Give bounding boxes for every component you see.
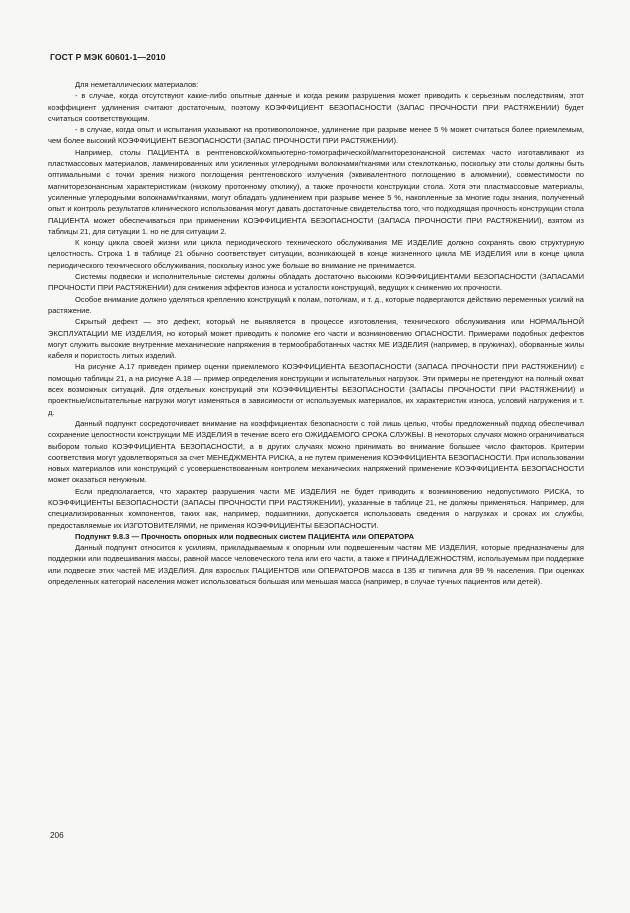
paragraph: Скрытый дефект — это дефект, который не выявляется в процессе изготовления, технического обслуживания или НОРМАЛЬНОЙ ЭКСПЛУАТАЦИИ МЕ ИЗДЕЛИЯ, но который может приводить к поломке его части и возникновению ОПАСНОСТИ. Примерами подобных дефектов могут служить высокие внутренние механические напряжения в термообработанных частях МЕ ИЗДЕЛИЯ (например, в пружинах), оборванные жилы кабеля и пористость литых изделий.	[48, 317, 584, 361]
paragraph: К концу цикла своей жизни или цикла периодического технического обслуживания МЕ ИЗДЕЛИЕ должно сохранять свою структурную целостность. Строка 1 в таблице 21 обычно соответствует ситуации, возникающей в конце жизненного цикла МЕ ИЗДЕЛИЯ или в конце цикла периодического технического обслуживания, поскольку износ уже больше во внимание не принимается.	[48, 238, 584, 270]
paragraph: Например, столы ПАЦИЕНТА в рентгеновской/компьютерно-томографической/магниторезонансной системах часто изготавливают из пластмассовых материалов, ламинированных или усиленных углеродными волокнами/тканями или стеклотканью, поскольку эти столы должны быть оптимальными с точки зрения низкого поглощения рентгеновского излучения (эквивалентного поглощению в алюминии), совместимости по магниторезонансным характеристикам (низкому протонному отклику), а также прочности конструкции стола. Хотя эти пластмассовые материалы, усиленные углеродными волокнами/тканями, могут обладать удлинением при разрыве менее 5 %, накопленные за многие годы знания, полученный опыт и контроль результатов клинического использования могут давать достаточные свидетельства того, что подходящая прочность конструкции стола ПАЦИЕНТА может обеспечиваться при применении КОЭФФИЦИЕНТА БЕЗОПАСНОСТИ (ЗАПАСА ПРОЧНОСТИ ПРИ РАСТЯЖЕНИИ), взятом из таблицы 21, для ситуации 1. но не для ситуации 2.	[48, 147, 584, 236]
paragraph: Данный подпункт сосредоточивает внимание на коэффициентах безопасности с той лишь целью, чтобы предложенный подход обеспечивал сохранение целостности конструкции МЕ ИЗДЕЛИЯ в течение всего его ОЖИДАЕМОГО СРОКА СЛУЖБЫ. В некоторых случаях можно ограничиваться выбором только КОЭФФИЦИЕНТА БЕЗОПАСНОСТИ, а в других случаях можно принимать во внимание большее число факторов. Критерии соответствия могут удовлетворяться за счет МЕНЕДЖМЕНТА РИСКА, а не путем применения КОЭФФИЦИЕНТА БЕЗОПАСНОСТИ. При использовании новых материалов или конструкций с усовершенствованным контролем механических напряжений применение КОЭФФИЦИЕНТА БЕЗОПАСНОСТИ может оказаться ненужным.	[48, 418, 584, 485]
paragraph: Особое внимание должно уделяться креплению конструкций к полам, потолкам, и т. д., которые подвергаются действию переменных усилий на растяжение.	[48, 294, 584, 315]
subclause-heading: Подпункт 9.8.3 — Прочность опорных или подвесных систем ПАЦИЕНТА или ОПЕРАТОРА	[75, 531, 415, 541]
paragraph: - в случае, когда опыт и испытания указывают на противоположное, удлинение при разрыве менее 5 % может считаться более приемлемым, чем более высокий КОЭФФИЦИЕНТ БЕЗОПАСНОСТИ (ЗАПАС ПРОЧНОСТИ ПРИ РАСТЯЖЕНИИ).	[48, 125, 584, 146]
paragraph: Если предполагается, что характер разрушения части МЕ ИЗДЕЛИЯ не будет приводить к возникновению недопустимого РИСКА, то КОЭФФИЦИЕНТЫ БЕЗОПАСНОСТИ (ЗАПАСЫ ПРОЧНОСТИ ПРИ РАСТЯЖЕНИИ), указанные в таблице 21, не должны применяться. Например, для специализированных компонентов, таких как, например, подшипники, допускается использовать сведения о нагрузках и сроках их службы, предоставляемые их ИЗГОТОВИТЕЛЯМИ, не применяя КОЭФФИЦИЕНТЫ БЕЗОПАСНОСТИ.	[48, 486, 584, 530]
paragraph: Системы подвески и исполнительные системы должны обладать достаточно высокими КОЭФФИЦИЕНТАМИ БЕЗОПАСНОСТИ (ЗАПАСАМИ ПРОЧНОСТИ ПРИ РАСТЯЖЕНИИ) для снижения эффектов износа и усталости конструкций, ведущих к снижению их прочности.	[48, 272, 584, 293]
paragraph: - в случае, когда отсутствуют какие-либо опытные данные и когда режим разрушения может приводить к серьезным последствиям, этот коэффициент удлинения считают достаточным, поэтому КОЭФФИЦИЕНТ БЕЗОПАСНОСТИ (ЗАПАС ПРОЧНОСТИ ПРИ РАСТЯЖЕНИИ) будет считаться соответствующим.	[48, 91, 584, 123]
paragraph: Данный подпункт относится к усилиям, прикладываемым к опорным или подвешенным частям МЕ ИЗДЕЛИЯ, которые предназначены для поддержки или подвешивания массы, равной массе человеческого тела или его части, а также к ПРИНАДЛЕЖНОСТЯМ, используемым при поддержке или подвеске этих частей МЕ ИЗДЕЛИЯ. Для взрослых ПАЦИЕНТОВ или ОПЕРАТОРОВ масса в 135 кг типична для 99 % населения. При оценках определенных категорий населения может использоваться большая или меньшая масса (например, в случае тучных пациентов или детей).	[48, 543, 584, 587]
paragraph: На рисунке А.17 приведен пример оценки приемлемого КОЭФФИЦИЕНТА БЕЗОПАСНОСТИ (ЗАПАСА ПРОЧНОСТИ ПРИ РАСТЯЖЕНИИ) с помощью таблицы 21, а на рисунке А.18 — пример определения конструкции и испытательных нагрузок. Эти примеры не претендуют на полный охват всех возможных ситуаций. Для отдельных конструкций эти КОЭФФИЦИЕНТЫ БЕЗОПАСНОСТИ (ЗАПАСЫ ПРОЧНОСТИ ПРИ РАСТЯЖЕНИИ) и проектные/испытательные нагрузки могут изменяться в зависимости от используемых материалов, их характеристик износа, условий нагружения и т. д.	[48, 362, 584, 417]
paragraph: Для неметаллических материалов:	[75, 80, 199, 89]
standard-header: ГОСТ Р МЭК 60601-1—2010	[50, 52, 166, 62]
page-number: 206	[50, 831, 64, 840]
body-text	[48, 79, 584, 587]
